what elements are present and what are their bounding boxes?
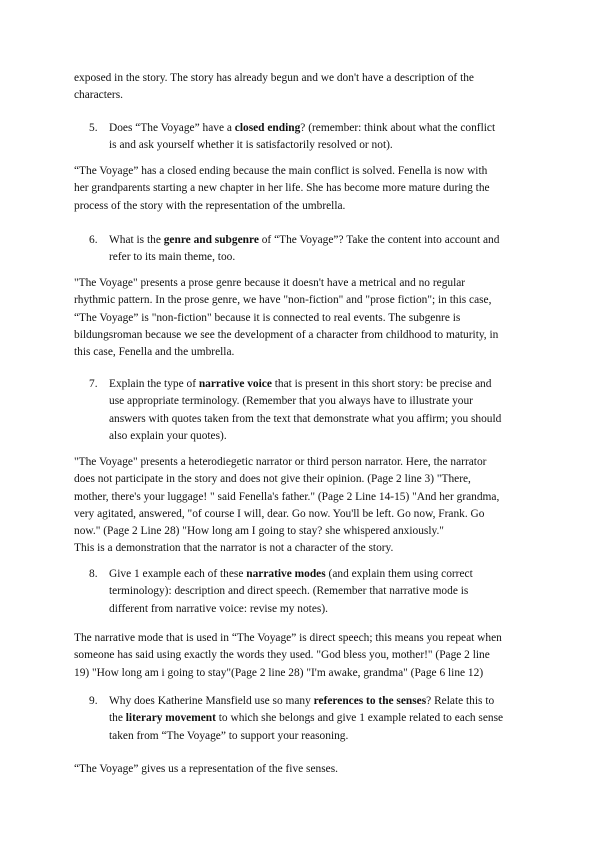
question-number: 7. (89, 378, 98, 390)
question-9 (89, 693, 526, 745)
question-text: Does “The Voyage” have a closed ending? (remember: think about what the conflict is and ask yourself whether it is satisfactorily resolved or not). (109, 122, 496, 152)
question-6 (89, 232, 526, 267)
text-line: “The Voyage” is "non-fiction" because it is connected to real events. The subgenre is (74, 311, 461, 324)
question-number: 8. (89, 568, 98, 580)
text-line: mother, there's your luggage! " said Fenella's father." (Page 2 Line 14-15) "And her grandma, (74, 490, 500, 503)
text-line: now." (Page 2 Line 28) "How long am I going to stay? she whispered anxiously." (74, 525, 444, 538)
text-line: This is a demonstration that the narrator is not a character of the story. (74, 542, 394, 555)
text-line: someone has said using exactly the words they used. "God bless you, mother!" (Page 2 line (74, 649, 490, 662)
question-number: 6. (89, 234, 98, 246)
text-line: this case, Fenella and the umbrella. (74, 346, 235, 359)
answer-5 (74, 163, 526, 215)
question-5 (89, 120, 526, 155)
answer-7 (74, 454, 526, 558)
text-line: her grandparents starting a new chapter in her life. She has become more mature during the (74, 182, 490, 195)
question-number: 9. (89, 695, 98, 707)
emphasis: references to the senses (313, 695, 427, 707)
question-text: Why does Katherine Mansfield use so many references to the senses? Relate this to the literary movement to which she belongs and give 1 example related to each sense taken from “The Voyage” to support your reasoning. (109, 695, 504, 742)
emphasis: genre and subgenre (163, 234, 259, 246)
emphasis: literary movement (125, 712, 216, 725)
text-line: rhythmic pattern. In the prose genre, we have "non-fiction" and "prose fiction"; in this case, (74, 294, 492, 307)
question-text: Explain the type of narrative voice that is present in this short story: be precise and use appropriate terminology. (Remember that you always have to illustrate your answers with quotes taken from the text that demonstrate what you affirm; you should also explain your quotes). (109, 378, 502, 442)
question-text: Give 1 example each of these narrative modes (and explain them using correct terminology): description and direct speech. (Remember that narrative mode is different from narrative voice: revise my notes). (109, 568, 473, 615)
text-line: does not participate in the story and does not give their opinion. (Page 2 line 3) "There, (74, 473, 471, 486)
question-8 (89, 566, 526, 618)
intro-paragraph (74, 70, 526, 105)
emphasis: narrative modes (246, 568, 326, 580)
text-line: process of the story with the representation of the umbrella. (74, 199, 346, 212)
answer-6 (74, 275, 526, 361)
text-line: The narrative mode that is used in “The Voyage” is direct speech; this means you repeat when (74, 632, 502, 644)
emphasis: closed ending (234, 122, 301, 134)
question-number: 5. (89, 122, 98, 134)
text-line: “The Voyage” gives us a representation of the five senses. (74, 763, 339, 775)
answer-9 (74, 761, 526, 778)
text-line: "The Voyage" presents a heterodiegetic narrator or third person narrator. Here, the narrator (74, 456, 487, 468)
text-line: exposed in the story. The story has already begun and we don't have a description of the (74, 72, 474, 84)
text-line: "The Voyage" presents a prose genre because it doesn't have a metrical and no regular (74, 277, 466, 289)
text-line: characters. (74, 89, 124, 102)
text-line: “The Voyage” has a closed ending because the main conflict is solved. Fenella is now with (74, 165, 488, 177)
text-line: very agitated, answered, "of course I will, dear. Go now. You'll be left. Go now, Frank. Go (74, 507, 485, 520)
answer-8 (74, 630, 526, 682)
text-line: 19) "How long am i going to stay"(Page 2 line 28) "I'm awake, grandma" (Page 6 line 12) (74, 666, 484, 679)
emphasis: narrative voice (198, 378, 272, 390)
question-text: What is the genre and subgenre of “The Voyage”? Take the content into account and refer to its main theme, too. (109, 234, 500, 264)
text-line: bildungsroman because we see the development of a character from childhood to maturity, in (74, 328, 499, 341)
question-7 (89, 376, 526, 445)
